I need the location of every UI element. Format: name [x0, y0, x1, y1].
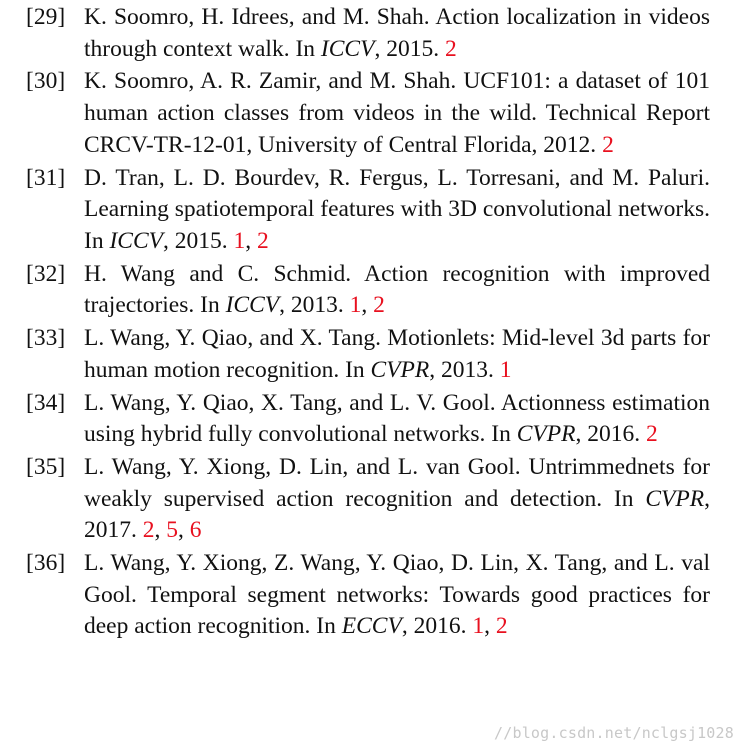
reference-list — [26, 2, 710, 644]
venue-name: CVPR — [645, 485, 705, 512]
reference-text-segment: , 2013. — [279, 292, 350, 319]
citation-backlink[interactable]: 1 — [499, 356, 512, 383]
reference-text-segment: K. Soomro, A. R. Zamir, and M. Shah. UCF101: a dataset of 101 human action classes from videos in the wild. Technical Report CRCV-TR-12-01, University of Central Florida, 2012. — [84, 68, 710, 158]
citation-backlink[interactable]: 1 — [472, 613, 485, 640]
citation-backlink[interactable]: 2 — [142, 517, 155, 544]
reference-text-segment: L. Wang, Y. Qiao, and X. Tang. Motionlets: Mid-level 3d parts for human motion recognition. In — [84, 325, 710, 383]
reference-number: [36] — [26, 550, 66, 577]
reference-text-segment: D. Tran, L. D. Bourdev, R. Fergus, L. Torresani, and M. Paluri. Learning spatiotemporal features with 3D convolutional networks. In — [84, 164, 710, 254]
citation-backlink[interactable]: 5 — [166, 517, 178, 544]
citation-backlink[interactable]: 1 — [349, 292, 362, 319]
reference-text — [84, 323, 710, 386]
reference-text-segment: L. Wang, Y. Xiong, Z. Wang, Y. Qiao, D. Lin, X. Tang, and L. val Gool. Temporal segment networks: Towards good practices for deep action recognition. In — [84, 550, 710, 640]
reference-text-segment: , — [361, 292, 374, 319]
venue-name: CVPR — [516, 421, 576, 448]
reference-entry — [26, 388, 710, 451]
reference-number: [31] — [26, 164, 66, 191]
reference-text-segment: K. Soomro, H. Idrees, and M. Shah. Action localization in videos through context walk. In — [84, 4, 710, 62]
reference-number: [33] — [26, 325, 66, 352]
citation-backlink[interactable]: 2 — [256, 227, 269, 254]
reference-text-segment: L. Wang, Y. Qiao, X. Tang, and L. V. Gool. Actionness estimation using hybrid fully convolutional networks. In — [84, 389, 710, 448]
reference-entry — [26, 452, 710, 547]
reference-text — [84, 548, 710, 643]
citation-backlink[interactable]: 6 — [189, 517, 202, 544]
reference-text — [84, 388, 710, 451]
reference-text-segment: , 2015. — [374, 35, 445, 62]
venue-name: ECCV — [341, 613, 402, 640]
reference-text-segment: , — [178, 517, 190, 544]
citation-backlink[interactable]: 2 — [602, 131, 614, 158]
reference-number: [29] — [26, 4, 66, 30]
reference-text — [84, 66, 710, 161]
reference-number: [32] — [26, 260, 66, 287]
reference-number: [30] — [26, 68, 66, 95]
citation-backlink[interactable]: 2 — [495, 613, 508, 640]
reference-entry — [26, 2, 710, 65]
citation-backlink[interactable]: 2 — [373, 292, 385, 319]
venue-name: ICCV — [225, 292, 280, 319]
reference-entry — [26, 66, 710, 161]
reference-text-segment: L. Wang, Y. Xiong, D. Lin, and L. van Gool. Untrimmednets for weakly supervised action recognition and detection. In — [84, 454, 710, 512]
reference-text — [84, 2, 710, 65]
reference-entry — [26, 259, 710, 322]
reference-text-segment: , — [245, 227, 257, 254]
reference-text — [84, 163, 710, 258]
reference-text-segment: , 2015. — [162, 227, 234, 254]
citation-backlink[interactable]: 1 — [233, 227, 246, 254]
venue-name: CVPR — [370, 356, 430, 383]
reference-entry — [26, 323, 710, 386]
reference-text-segment: , 2016. — [575, 421, 646, 448]
reference-text — [84, 452, 710, 547]
reference-number: [34] — [26, 389, 66, 416]
venue-name: ICCV — [320, 35, 375, 62]
reference-entry — [26, 548, 710, 643]
watermark: //blog.csdn.net/nclgsj1028 — [494, 724, 734, 742]
citation-backlink[interactable]: 2 — [444, 35, 457, 62]
venue-name: ICCV — [109, 227, 163, 254]
reference-text-segment: , 2017. — [84, 485, 710, 544]
reference-text-segment: , 2016. — [401, 613, 473, 640]
reference-text — [84, 259, 710, 322]
reference-text-segment: , — [154, 517, 167, 544]
reference-text-segment: , — [484, 613, 496, 640]
reference-number: [35] — [26, 454, 66, 481]
reference-text-segment: H. Wang and C. Schmid. Action recognition with improved trajectories. In — [84, 260, 710, 319]
reference-entry — [26, 163, 710, 258]
reference-text-segment: , 2013. — [429, 356, 500, 383]
citation-backlink[interactable]: 2 — [646, 421, 658, 448]
